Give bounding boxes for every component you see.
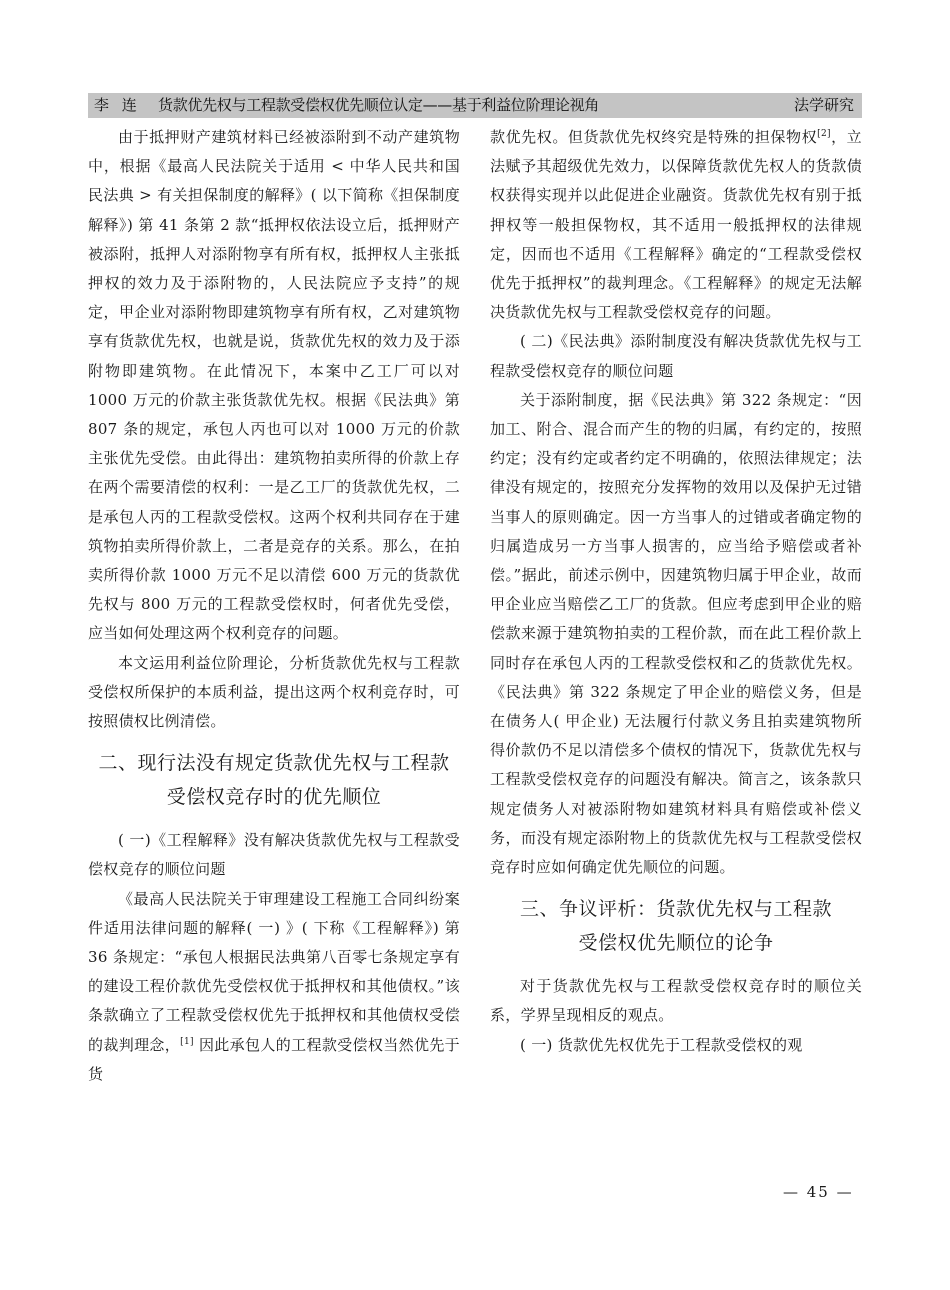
section-heading-2 bbox=[88, 746, 460, 814]
right-column bbox=[490, 123, 862, 1060]
left-paragraph-3 bbox=[88, 885, 460, 1089]
right-paragraph-2: 关于添附制度，据《民法典》第 322 条规定：“因加工、附合、混合而产生的物的归属，有约定的，按照约定；没有约定或者约定不明确的，依照法律规定；法律没有规定的，按照充分发挥物的效用以及保护无过错当事人的原则确定。因一方当事人的过错或者确定物的归属造成另一方当事人损害的，应当给予赔偿或者补偿。”据此，前述示例中，因建筑物归属于甲企业，故而甲企业应当赔偿乙工厂的货款。但应考虑到甲企业的赔偿款来源于建筑物拍卖的工程价款，而在此工程价款上同时存在承包人丙的工程款受偿权和乙的货款优先权。《民法典》第 322 条规定了甲企业的赔偿义务，但是在债务人( 甲企业) 无法履行付款义务且拍卖建筑物所得价款仍不足以清偿多个债权的情况下，货款优先权与工程款受偿权竞存的问题没有解决。简言之，该条款只规定债务人对被添附物如建筑材料具有赔偿或补偿义务，而没有规定添附物上的货款优先权与工程款受偿权竞存时应如何确定优先顺位的问题。 bbox=[490, 390, 862, 877]
right-paragraph-1 bbox=[490, 123, 862, 327]
running-header bbox=[88, 93, 862, 118]
right-paragraph-3: 对于货款优先权与工程款受偿权竞存时的顺位关系，学界呈现相反的观点。 bbox=[490, 977, 862, 1025]
left-column bbox=[88, 123, 460, 1089]
subheading-2-2: ( 二)《民法典》添附制度没有解决货款优先权与工程款受偿权竞存的顺位问题 bbox=[490, 332, 862, 380]
left-paragraph-3-text-a: 《最高人民法院关于审理建设工程施工合同纠纷案件适用法律问题的解释( 一) 》( 下称《工程解释》) 第 36 条规定：“承包人根据民法典第八百零七条规定享有的建设工程价款优先受偿权优于抵押权和其他债权。”该条款确立了工程款受偿权优先于抵押权和其他债权受偿的裁判理念， bbox=[88, 889, 460, 1054]
citation-2: [2] bbox=[817, 129, 831, 139]
left-paragraph-3-text-b: 因此承包人的工程款受偿权当然优先于货 bbox=[88, 1035, 460, 1083]
header-article-title: 货款优先权与工程款受偿权优先顺位认定——基于利益位阶理论视角 bbox=[158, 96, 600, 114]
subheading-2-1: ( 一)《工程解释》没有解决货款优先权与工程款受偿权竞存的顺位问题 bbox=[88, 831, 460, 879]
section-heading-3-line-2: 受偿权优先顺位的论争 bbox=[578, 932, 774, 955]
header-journal-name: 法学研究 bbox=[793, 96, 854, 114]
left-paragraph-2: 本文运用利益位阶理论，分析货款优先权与工程款受偿权所保护的本质利益，提出这两个权利竞存时，可按照债权比例清偿。 bbox=[88, 653, 460, 731]
right-paragraph-1-text-a: 款优先权。但货款优先权终究是特殊的担保物权 bbox=[490, 128, 818, 146]
section-heading-3-line-1: 三、争议评析：货款优先权与工程款 bbox=[519, 898, 832, 921]
section-heading-2-line-1: 二、现行法没有规定货款优先权与工程款 bbox=[98, 752, 450, 775]
section-heading-2-line-2: 受偿权竞存时的优先顺位 bbox=[166, 786, 382, 809]
left-paragraph-1: 由于抵押财产建筑材料已经被添附到不动产建筑物中，根据《最高人民法院关于适用 < 中华人民共和国民法典 > 有关担保制度的解释》( 以下简称《担保制度解释》) 第 41 条第 2 款“抵押权依法设立后，抵押财产被添附，抵押人对添附物享有所有权，抵押权人主张抵押权的效力及于添附物的，人民法院应予支持”的规定，甲企业对添附物即建筑物享有所有权，乙对建筑物享有货款优先权，也就是说，货款优先权的效力及于添附物即建筑物。在此情况下，本案中乙工厂可以对 1000 万元的价款主张货款优先权。根据《民法典》第 807 条的规定，承包人丙也可以对 1000 万元的价款主张优先受偿。由此得出：建筑物拍卖所得的价款上存在两个需要清偿的权利：一是乙工厂的货款优先权，二是承包人丙的工程款受偿权。这两个权利共同存在于建筑物拍卖所得价款上，二者是竞存的关系。那么，在拍卖所得价款 1000 万元不足以清偿 600 万元的货款优先权与 800 万元的工程款受偿权时，何者优先受偿，应当如何处理这两个权利竞存的问题。 bbox=[88, 128, 460, 643]
subheading-3-1: ( 一) 货款优先权优先于工程款受偿权的观 bbox=[520, 1035, 803, 1054]
right-paragraph-1-text-b: ，立法赋予其超级优先效力，以保障货款优先权人的货款债权获得实现并以此促进企业融资。货款优先权有别于抵押权等一般担保物权，其不适用一般抵押权的法律规定，因而也不适用《工程解释》确定的“工程款受偿权优先于抵押权”的裁判理念。《工程解释》的规定无法解决货款优先权与工程款受偿权竞存的问题。 bbox=[490, 128, 862, 322]
page-number: — 45 — bbox=[783, 1183, 854, 1201]
citation-1: [1] bbox=[180, 1036, 194, 1047]
header-author: 李 连 bbox=[94, 96, 141, 114]
section-heading-3 bbox=[490, 892, 862, 960]
